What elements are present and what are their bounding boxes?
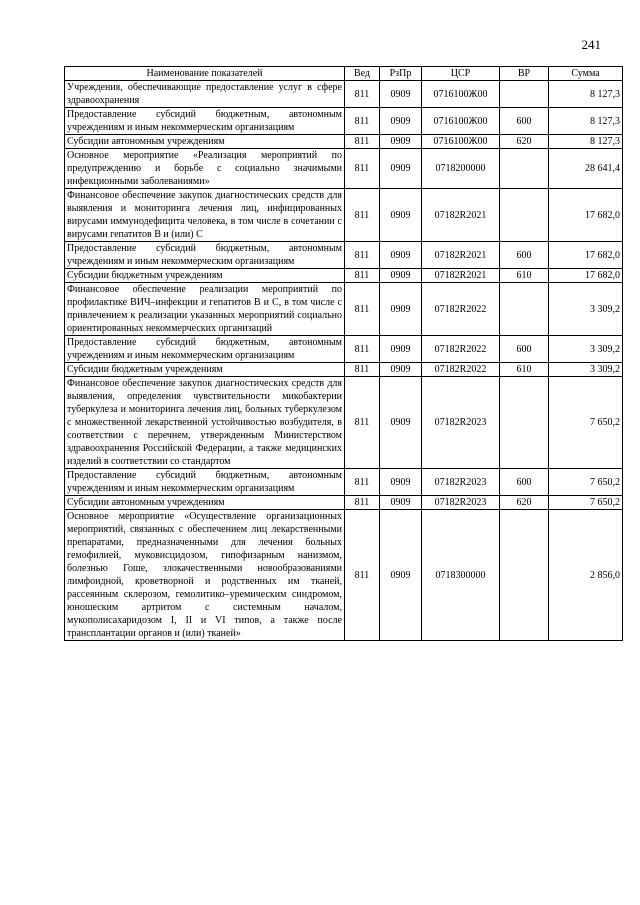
row-sum: 3 309,2: [549, 336, 623, 363]
row-sum: 17 682,0: [549, 242, 623, 269]
row-csr: 07182R2023: [422, 377, 500, 469]
row-csr: 0716100Ж00: [422, 81, 500, 108]
row-vr: 610: [500, 269, 549, 283]
row-vr: [500, 81, 549, 108]
table-row: [65, 149, 623, 189]
table-row: [65, 377, 623, 469]
row-ved: 811: [345, 108, 380, 135]
row-vr: 620: [500, 496, 549, 510]
row-rzpr: 0909: [380, 363, 422, 377]
row-ved: 811: [345, 510, 380, 641]
row-name: Субсидии автономным учреждениям: [65, 135, 345, 149]
row-rzpr: 0909: [380, 149, 422, 189]
row-name: Финансовое обеспечение реализации мероприятий по профилактике ВИЧ–инфекции и гепатитов B и C, в том числе с привлечением к реализации указанных мероприятий социально ориентированных некоммерческих организаций: [65, 283, 345, 336]
row-name: Основное мероприятие «Осуществление организационных мероприятий, связанных с обеспечением лиц лекарственными препаратами, предназначенными для лечения больных гемофилией, муковисцидозом, гипофизарным нанизмом, болезнью Гоше, злокачественными новообразованиями лимфоидной, кроветворной и родственных им тканей, рассеянным склерозом, гемолитико–уремическим синдромом, юношеским артритом с системным началом, мукополисахаридозом I, II и VI типов, а также после трансплантации органов и (или) тканей»: [65, 510, 345, 641]
row-sum: 17 682,0: [549, 189, 623, 242]
table-row: [65, 469, 623, 496]
row-vr: 600: [500, 469, 549, 496]
row-sum: 3 309,2: [549, 363, 623, 377]
row-name: Предоставление субсидий бюджетным, автономным учреждениям и иным некоммерческим организациям: [65, 242, 345, 269]
row-ved: 811: [345, 269, 380, 283]
header-name: Наименование показателей: [65, 67, 345, 81]
row-sum: 8 127,3: [549, 81, 623, 108]
row-name: Субсидии бюджетным учреждениям: [65, 269, 345, 283]
row-rzpr: 0909: [380, 469, 422, 496]
header-sum: Сумма: [549, 67, 623, 81]
row-rzpr: 0909: [380, 377, 422, 469]
row-vr: [500, 377, 549, 469]
row-ved: 811: [345, 242, 380, 269]
row-ved: 811: [345, 377, 380, 469]
row-name: Субсидии автономным учреждениям: [65, 496, 345, 510]
row-rzpr: 0909: [380, 283, 422, 336]
row-vr: 600: [500, 108, 549, 135]
row-rzpr: 0909: [380, 242, 422, 269]
table-header-row: [65, 67, 623, 81]
row-csr: 07182R2023: [422, 496, 500, 510]
table-row: [65, 189, 623, 242]
row-rzpr: 0909: [380, 510, 422, 641]
row-csr: 07182R2023: [422, 469, 500, 496]
row-name: Финансовое обеспечение закупок диагностических средств для выявления и мониторинга лечения лиц, инфицированных вирусами иммунодефицита человека, в том числе в сочетании с вирусами гепатитов B и (или) C: [65, 189, 345, 242]
row-vr: 610: [500, 363, 549, 377]
row-sum: 7 650,2: [549, 377, 623, 469]
row-csr: 0716100Ж00: [422, 108, 500, 135]
row-csr: 0718200000: [422, 149, 500, 189]
row-vr: 600: [500, 336, 549, 363]
row-sum: 2 856,0: [549, 510, 623, 641]
row-ved: 811: [345, 149, 380, 189]
row-vr: [500, 149, 549, 189]
row-rzpr: 0909: [380, 189, 422, 242]
row-csr: 07182R2022: [422, 336, 500, 363]
row-sum: 8 127,3: [549, 108, 623, 135]
row-rzpr: 0909: [380, 336, 422, 363]
row-name: Субсидии бюджетным учреждениям: [65, 363, 345, 377]
row-csr: 07182R2022: [422, 363, 500, 377]
row-sum: 8 127,3: [549, 135, 623, 149]
row-sum: 28 641,4: [549, 149, 623, 189]
row-ved: 811: [345, 189, 380, 242]
row-csr: 07182R2021: [422, 242, 500, 269]
row-rzpr: 0909: [380, 81, 422, 108]
row-csr: 07182R2021: [422, 269, 500, 283]
row-rzpr: 0909: [380, 269, 422, 283]
row-name: Основное мероприятие «Реализация мероприятий по предупреждению и борьбе с социально значимыми инфекционными заболеваниями»: [65, 149, 345, 189]
row-csr: 0716100Ж00: [422, 135, 500, 149]
row-ved: 811: [345, 363, 380, 377]
row-ved: 811: [345, 283, 380, 336]
row-csr: 07182R2021: [422, 189, 500, 242]
row-ved: 811: [345, 469, 380, 496]
row-sum: 7 650,2: [549, 469, 623, 496]
row-sum: 3 309,2: [549, 283, 623, 336]
row-rzpr: 0909: [380, 135, 422, 149]
row-vr: [500, 283, 549, 336]
header-ved: Вед: [345, 67, 380, 81]
row-name: Предоставление субсидий бюджетным, автономным учреждениям и иным некоммерческим организациям: [65, 108, 345, 135]
table-row: [65, 336, 623, 363]
header-csr: ЦСР: [422, 67, 500, 81]
row-ved: 811: [345, 135, 380, 149]
table-row: [65, 108, 623, 135]
table-row: [65, 242, 623, 269]
row-name: Финансовое обеспечение закупок диагностических средств для выявления, определения чувствительности микобактерии туберкулеза и мониторинга лечения лиц, больных туберкулезом с множественной лекарственной устойчивостью возбудителя, в соответствии с перечнем, утвержденным Министерством здравоохранения Российской Федерации, а также медицинских изделий в соответствии со стандартом: [65, 377, 345, 469]
table-row: [65, 510, 623, 641]
row-name: Предоставление субсидий бюджетным, автономным учреждениям и иным некоммерческим организациям: [65, 336, 345, 363]
page-number: 241: [581, 37, 601, 52]
row-csr: 07182R2022: [422, 283, 500, 336]
row-vr: [500, 510, 549, 641]
row-vr: 620: [500, 135, 549, 149]
table-row: [65, 135, 623, 149]
row-vr: [500, 189, 549, 242]
row-sum: 17 682,0: [549, 269, 623, 283]
budget-table: [64, 66, 623, 641]
row-vr: 600: [500, 242, 549, 269]
table-row: [65, 81, 623, 108]
row-csr: 0718300000: [422, 510, 500, 641]
table-row: [65, 496, 623, 510]
row-rzpr: 0909: [380, 108, 422, 135]
header-vr: ВР: [500, 67, 549, 81]
row-sum: 7 650,2: [549, 496, 623, 510]
row-rzpr: 0909: [380, 496, 422, 510]
row-name: Учреждения, обеспечивающие предоставление услуг в сфере здравоохранения: [65, 81, 345, 108]
row-name: Предоставление субсидий бюджетным, автономным учреждениям и иным некоммерческим организациям: [65, 469, 345, 496]
table-row: [65, 269, 623, 283]
table-row: [65, 363, 623, 377]
table-row: [65, 283, 623, 336]
row-ved: 811: [345, 496, 380, 510]
row-ved: 811: [345, 336, 380, 363]
row-ved: 811: [345, 81, 380, 108]
header-rzpr: РзПр: [380, 67, 422, 81]
